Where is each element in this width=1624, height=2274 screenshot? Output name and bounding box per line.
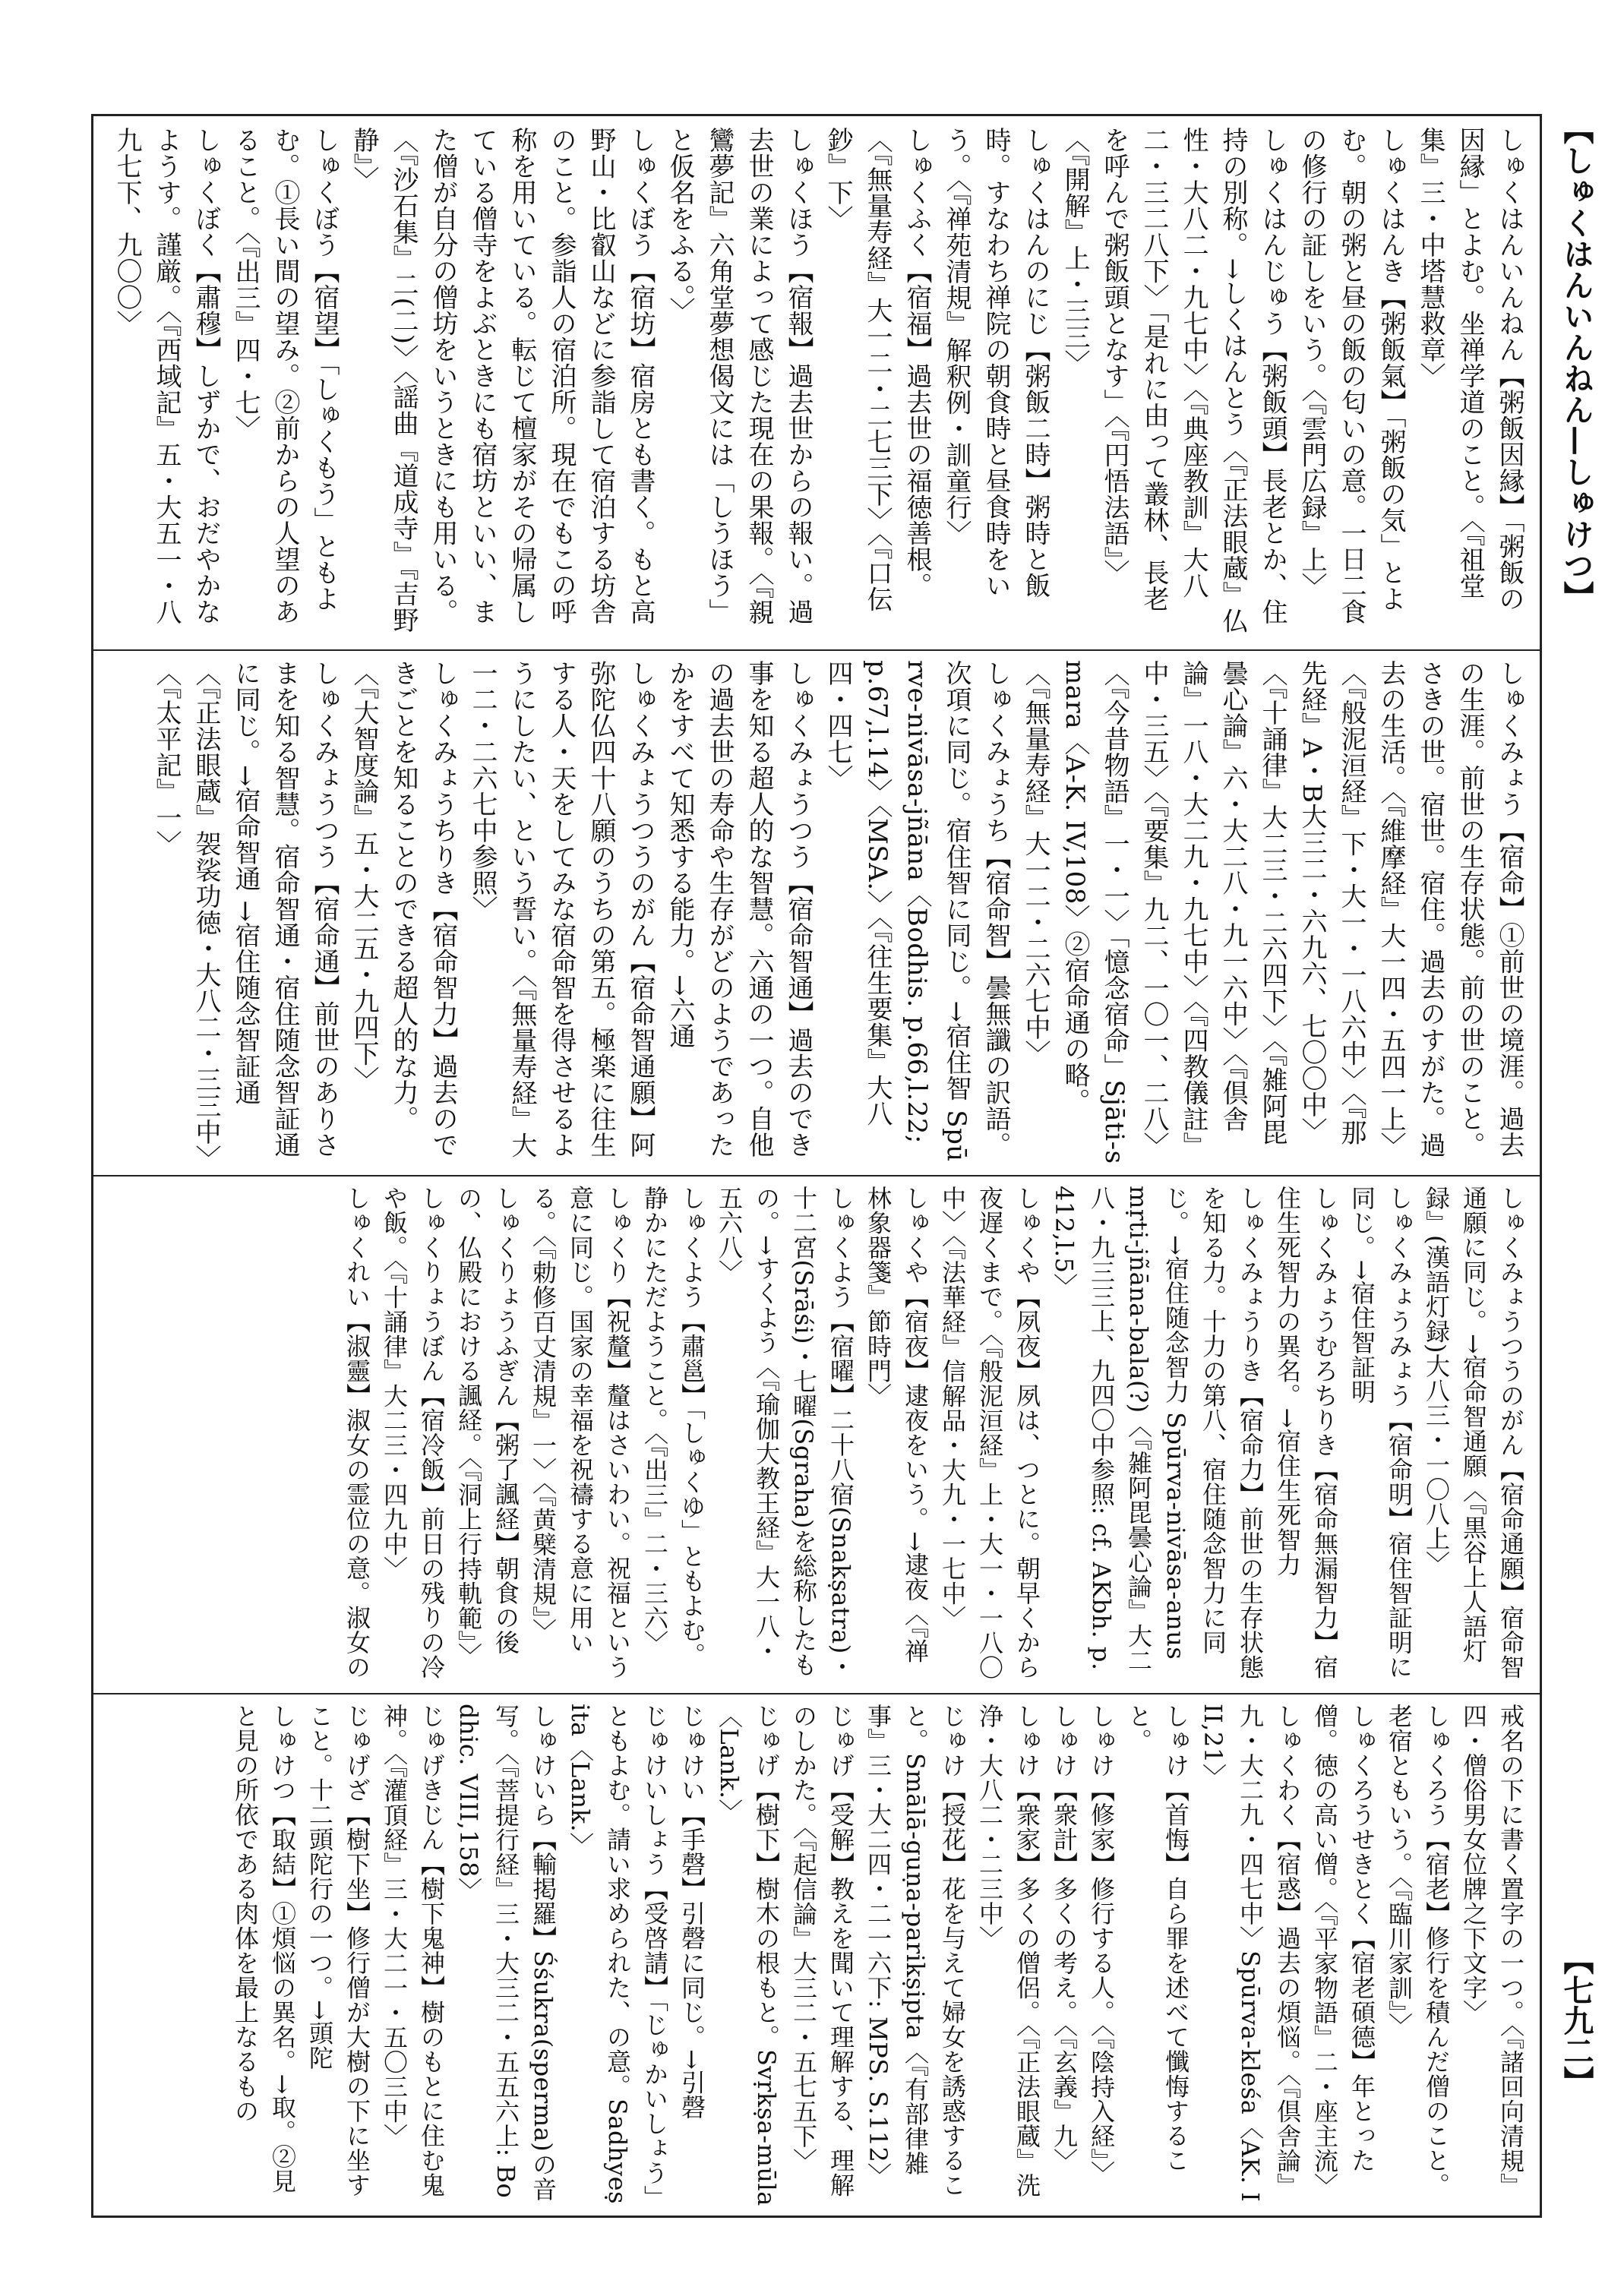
dictionary-entry: しゅけ【首悔】自ら罪を述べて懺悔すること。 — [1124, 1704, 1190, 2173]
dictionary-entry: しゅくはんいんねん【粥飯因縁】「粥飯の因縁」とよむ。坐禅学道のこと。〈『祖堂集』三・中塔慧救章〉 — [1415, 127, 1524, 612]
running-head: 【しゅくはんいんねん—しゅけつ】 — [1559, 114, 1594, 612]
dictionary-entry: しゅくはんのにじ【粥飯二時】粥時と飯時。すなわち禅院の朝食時と昼食時をいう。〈『禅苑清規』解釈例・訓童行〉 — [941, 127, 1051, 599]
dictionary-entry: しゅくみょうつう【宿命通】前世のありさまを知る智慧。宿命智通・宿住随念智証通に同じ。→宿命智通 →宿住随念智証通〈『正法眼蔵』袈裟功徳・大八二・三三中〉〈『太平記』一〉 — [151, 660, 340, 1158]
dictionary-entry: しゅくはんき【粥飯氣】「粥飯の気」とよむ。朝の粥と昼の飯の匂いの意。一日二食の修行の証しをいう。〈『雲門広録』上〉 — [1297, 127, 1406, 625]
tier-2 — [107, 660, 1529, 1164]
dictionary-entry: しゅけ【衆計】多くの考え。〈『玄義』九〉 — [1050, 1704, 1079, 2173]
dictionary-entry: しゅくりょうふぎん【粥了諷経】朝食の後の、仏殿における諷経。〈『洞上行持軌範』〉 — [454, 1186, 520, 1668]
dictionary-entry: しゅくみょうち【宿命智】曇無讖の訳語。次項に同じ。宿住智に同じ。→宿住智 Spūrve-nivāsa-jñāna〈Bodhis. p.66,l.22; p.67,l.14〉〈MSA.〉〈『往生要集』大八四・四七〉 — [823, 660, 1011, 1162]
dictionary-entry: しゅくみょうみょう【宿命明】宿住智証明に同じ。→宿住智証明 — [1348, 1186, 1414, 1679]
dictionary-entry: しゅけ【衆家】多くの僧侶。〈『正法眼蔵』洗浄・大八二・二三中〉 — [975, 1704, 1041, 2198]
dictionary-entry: しゅくみょうりき【宿命力】前世の生存状態を知る力。十力の第八、宿住随念智力に同じ。→宿住随念智力 Spūrva-nivāsa-anusmṛti-jñāna-bala(?)〈『雑阿毘曇心論』大二八・九三三上、九四〇中参照: cf. AKbh. p.412,l.5〉 — [1050, 1186, 1265, 1679]
tier-divider — [93, 1175, 1540, 1176]
dictionary-entry: しゅくりょうぼん【宿冷飯】前日の残りの冷や飯。〈『十誦律』大二三・四九中〉 — [380, 1186, 446, 1679]
tier-2-text — [107, 660, 1529, 1164]
dictionary-entry: じゅげ【受解】教えを聞いて理解する、理解のしかた。〈『起信論』大三二・五七五下〉 — [789, 1704, 855, 2197]
dictionary-entry: しゅくはんじゅう【粥飯頭】長老とか、住持の別称。→しくはんとう〈『正法眼蔵』仏性・大八二・九七中〉〈『典座教訓』大八二・三二八下〉「是れに由って叢林、長老を呼んで粥飯頭となす」〈『円悟法語』〉〈『開解』上・三三〉 — [1060, 127, 1288, 634]
dictionary-entry: しゅくわく【宿惑】過去の煩悩。〈『倶舎論』九・大二九・四七中〉Spūrva-kleśa〈AK. III,21〉 — [1199, 1704, 1302, 2203]
tier-1-text — [107, 127, 1529, 637]
dictionary-entry: しゅくれい【淑靈】淑女の霊位の意。淑女の — [343, 1186, 371, 1679]
page-frame — [91, 114, 1542, 2218]
dictionary-entry: じゅげざ【樹下坐】修行僧が大樹の下に坐すこと。十二頭陀行の一つ。→頭陀 — [305, 1704, 371, 2197]
dictionary-entry: しゅくふく【宿福】過去世の福徳善根。〈『無量寿経』大一二・二七三下〉〈『口伝鈔』下〉 — [823, 127, 932, 612]
dictionary-entry: しゅくろうせきとく【宿老碩德】年とった僧。徳の高い僧。〈『平家物語』二・座主流〉 — [1310, 1704, 1376, 2198]
dictionary-entry: じゅけい【手磬】引磬に同じ。→引磬 — [678, 1704, 706, 2120]
dictionary-entry: しゅくよう【肅邕】「しゅくゆ」ともよむ。静かにただようこと。〈『出三』二・三六〉 — [640, 1186, 706, 1667]
dictionary-entry: じゅげ【樹下】樹木の根もと。Svṛkṣa-mūla〈Lank.〉 — [715, 1704, 781, 2206]
dictionary-entry: しゅくみょうむろちりき【宿命無漏智力】宿住生死智力の異名。→宿住生死智力 — [1273, 1186, 1339, 1679]
dictionary-entry: しゅけいら【輸掲羅】Śśukra(sperma)の音写。〈『菩提行経』三・大三二・五五六上: Bodhic. VIII,158〉 — [454, 1704, 558, 2202]
dictionary-entry: しゅくよう【宿曜】二十八宿(Snakṣatra)・十二宮(Srāśi)・七曜(Sgraha)を総称したもの。→すくよう〈『瑜伽大教王経』大一八・五六八〉 — [715, 1186, 855, 1679]
dictionary-entry: しゅくみょうつうのがん【宿命通願】宿命智通願に同じ。→宿命智通願〈『黒谷上人語灯録』(漢語灯録)大八三・一〇八上〉 — [1422, 1186, 1525, 1679]
tier-divider — [93, 1693, 1540, 1694]
tier-3 — [107, 1186, 1529, 1682]
dictionary-entry: じゅけ【授花】花を与えて婦女を誘惑すること。Smālā-guṇa-parikṣipta〈『有部律雑事』三・大二四・二一六下: MPS. S.112〉 — [864, 1704, 967, 2197]
dictionary-entry: しゅくぼう【宿坊】宿房とも書く。もと高野山・比叡山などに参詣して宿泊する坊舎のこと。参詣人の宿泊所。現在でもこの呼称を用いている。転じて檀家がその帰属している僧寺をよぶときにも宿坊といい、また僧が自分の僧坊をいうときにも用いる。〈『沙石集』二(二)〉〈謡曲『道成寺』『吉野静』〉 — [349, 127, 656, 633]
dictionary-entry: しゅくみょうつうのがん【宿命智通願】阿弥陀仏四十八願のうちの第五。極楽に往生する人・天をしてみな宿命智を得させるようにしたい、という誓い。〈『無量寿経』大一二・二六七中参照〉 — [467, 660, 656, 1158]
dictionary-entry: しゅけつ【取結】①煩悩の異名。→取。②見と見の所依である肉体を最上なるもの — [231, 1704, 297, 2193]
dictionary-entry: しゅくろう【宿老】修行を積んだ僧のこと。老宿ともいう。〈『臨川家訓』〉 — [1385, 1704, 1451, 2197]
dictionary-entry: しゅくみょうつう【宿命智通】過去のでき事を知る超人的な智慧。六通の一つ。自他の過去世の寿命や生存がどのようであったかをすべて知悉する能力。→六通 — [665, 660, 814, 1158]
tier-1 — [107, 127, 1529, 637]
dictionary-entry: しゅくや【宿夜】逮夜をいう。→逮夜〈『禅林象器箋』節時門〉 — [864, 1186, 930, 1663]
dictionary-entry: じゅけいしょう【受啓請】「じゅかいしょう」ともよむ。請い求められた、の意。Sadhyeṣita〈Lank.〉 — [566, 1704, 669, 2205]
dictionary-entry: しゅけ【修家】修行する人。〈『陰持入経』〉 — [1087, 1704, 1116, 2186]
dictionary-entry: しゅくみょうちりき【宿命智力】過去のできごとを知ることのできる超人的な力。〈『大智度論』五・大二五・九四下〉 — [349, 660, 458, 1158]
tier-divider — [93, 649, 1540, 651]
page-number: 【七九二】 — [1559, 1944, 1594, 2096]
dictionary-entry: じゅげきじん【樹下鬼神】樹のもとに住む鬼神。〈『灌頂経』三・大二一・五〇三中〉 — [380, 1704, 446, 2197]
dictionary-entry: しゅくや【夙夜】夙は、つとに。朝早くから夜遅くまで。〈『般泥洹経』上・大一・一八〇中〉〈『法華経』信解品・大九・一七中〉 — [938, 1186, 1041, 1680]
tier-4 — [107, 1704, 1529, 2206]
dictionary-entry: しゅくぼう【宿望】「しゅくもう」ともよむ。①長い間の望み。②前からの人望のあること。〈『出三』四・七〉 — [230, 127, 340, 625]
dictionary-entry: しゅくほう【宿報】過去世からの報い。過去世の業によって感じた現在の果報。〈『親鸞夢記』六角堂夢想偈文には「しうほう」と仮名をふる。〉 — [665, 127, 814, 625]
dictionary-entry: しゅくり【祝釐】釐はさいわい。祝福という意に同じ。国家の幸福を祝禱する意に用いる。〈『勅修百丈清規』一〉〈『黄檗清規』〉 — [529, 1186, 632, 1679]
tier-3-text — [107, 1186, 1529, 1682]
dictionary-entry: 戒名の下に書く置字の一つ。〈『諸回向清規』四・僧俗男女位牌之下文字〉 — [1459, 1704, 1525, 2198]
dictionary-entry: しゅくぼく【肅穆】しずかで、おだやかなようす。謹厳。〈『西域記』五・大五一・八九七下、九〇〇〉 — [112, 127, 221, 625]
tier-4-text — [107, 1704, 1529, 2206]
dictionary-entry: しゅくみょう【宿命】①前世の境涯。過去の生涯。前世の生存状態。前の世のこと。さきの世。宿世。宿住。過去のすがた。過去の生活。〈『維摩経』大一四・五四一上〉〈『般泥洹経』下・大一・一八六中〉〈『那先経』A・B大三二・六九六、七〇〇中〉〈『十誦律』大二三・二六四下〉〈『雑阿毘曇心論』六・大二八・九一六中〉〈『倶舎論』一八・大二九・九七中〉〈『四教儀註』中・三五〉〈『要集』九二、一〇一、二八〉〈『今昔物語』一・一〉「憶念宿命」Sjāti-smara〈A-K. IV,108〉②宿命通の略。〈『無量寿経』大一二・二六七中〉 — [1020, 660, 1524, 1164]
